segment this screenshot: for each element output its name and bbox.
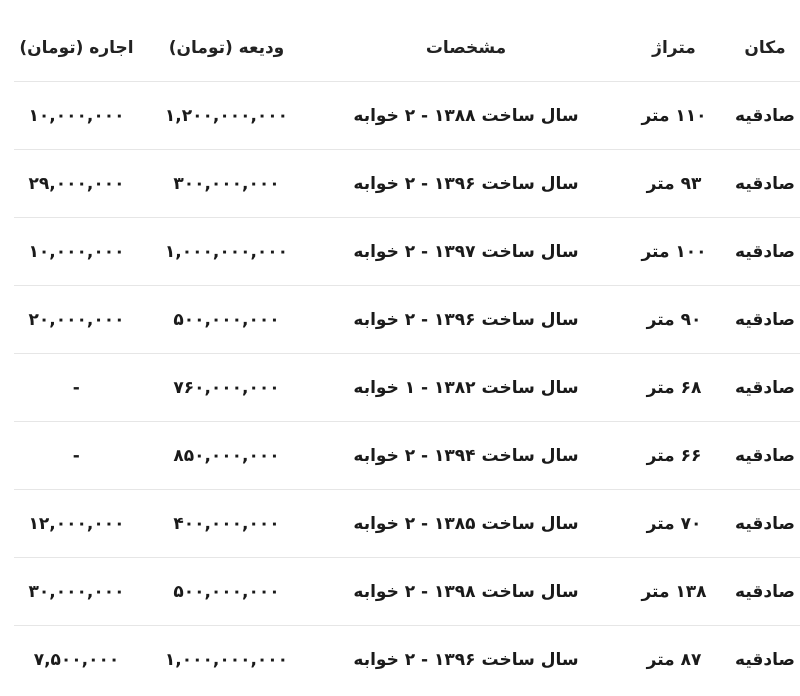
- table-row: [14, 82, 800, 150]
- cell-location: صادقیه: [735, 445, 795, 466]
- table-row: [14, 150, 800, 218]
- cell-area: ۶۶ متر: [646, 445, 702, 466]
- cell-deposit: ۴۰۰,۰۰۰,۰۰۰: [173, 513, 280, 534]
- cell-location: صادقیه: [735, 377, 795, 398]
- cell-area: ۱۱۰ متر: [641, 105, 707, 126]
- cell-specs: سال ساخت ۱۳۹۴ - ۲ خوابه: [353, 445, 579, 466]
- table-row: [14, 558, 800, 626]
- cell-location: صادقیه: [735, 241, 795, 262]
- table-row: [14, 626, 800, 694]
- cell-specs: سال ساخت ۱۳۸۸ - ۲ خوابه: [353, 105, 579, 126]
- cell-rent: -: [72, 445, 81, 466]
- header-specs: مشخصات: [425, 37, 507, 58]
- cell-location: صادقیه: [735, 309, 795, 330]
- cell-location: صادقیه: [735, 513, 795, 534]
- cell-deposit: ۱,۰۰۰,۰۰۰,۰۰۰: [164, 241, 289, 262]
- cell-specs: سال ساخت ۱۳۹۶ - ۲ خوابه: [353, 649, 579, 670]
- cell-deposit: ۳۰۰,۰۰۰,۰۰۰: [173, 173, 280, 194]
- cell-area: ۹۰ متر: [646, 309, 702, 330]
- header-row: [14, 14, 800, 82]
- cell-location: صادقیه: [735, 105, 795, 126]
- cell-area: ۸۷ متر: [646, 649, 702, 670]
- cell-deposit: ۵۰۰,۰۰۰,۰۰۰: [173, 581, 280, 602]
- cell-rent: -: [72, 377, 81, 398]
- cell-rent: ۲۰,۰۰۰,۰۰۰: [28, 309, 125, 330]
- cell-specs: سال ساخت ۱۳۸۵ - ۲ خوابه: [353, 513, 579, 534]
- cell-deposit: ۱,۰۰۰,۰۰۰,۰۰۰: [164, 649, 289, 670]
- header-location: مکان: [744, 37, 786, 58]
- cell-deposit: ۷۶۰,۰۰۰,۰۰۰: [173, 377, 280, 398]
- header-area: متراژ: [652, 37, 696, 58]
- cell-rent: ۱۲,۰۰۰,۰۰۰: [28, 513, 125, 534]
- cell-area: ۱۰۰ متر: [641, 241, 707, 262]
- cell-area: ۶۸ متر: [646, 377, 702, 398]
- cell-specs: سال ساخت ۱۳۹۷ - ۲ خوابه: [353, 241, 579, 262]
- table-row: [14, 286, 800, 354]
- cell-area: ۱۳۸ متر: [641, 581, 707, 602]
- header-rent: اجاره (تومان): [19, 37, 134, 58]
- cell-specs: سال ساخت ۱۳۹۸ - ۲ خوابه: [353, 581, 579, 602]
- table-row: [14, 422, 800, 490]
- cell-rent: ۷,۵۰۰,۰۰۰: [33, 649, 120, 670]
- cell-location: صادقیه: [735, 581, 795, 602]
- cell-deposit: ۸۵۰,۰۰۰,۰۰۰: [173, 445, 280, 466]
- table-body: [14, 82, 800, 694]
- cell-rent: ۱۰,۰۰۰,۰۰۰: [28, 241, 125, 262]
- cell-specs: سال ساخت ۱۳۸۲ - ۱ خوابه: [353, 377, 579, 398]
- cell-specs: سال ساخت ۱۳۹۶ - ۲ خوابه: [353, 173, 579, 194]
- cell-deposit: ۵۰۰,۰۰۰,۰۰۰: [173, 309, 280, 330]
- cell-deposit: ۱,۲۰۰,۰۰۰,۰۰۰: [164, 105, 289, 126]
- cell-rent: ۱۰,۰۰۰,۰۰۰: [28, 105, 125, 126]
- header-deposit: ودیعه (تومان): [168, 37, 285, 58]
- rental-listings-table: [14, 14, 800, 693]
- cell-rent: ۳۰,۰۰۰,۰۰۰: [28, 581, 125, 602]
- table-row: [14, 490, 800, 558]
- table-row: [14, 354, 800, 422]
- cell-rent: ۲۹,۰۰۰,۰۰۰: [28, 173, 125, 194]
- cell-area: ۷۰ متر: [646, 513, 702, 534]
- cell-location: صادقیه: [735, 649, 795, 670]
- cell-location: صادقیه: [735, 173, 795, 194]
- cell-specs: سال ساخت ۱۳۹۶ - ۲ خوابه: [353, 309, 579, 330]
- table-row: [14, 218, 800, 286]
- table-header: [14, 14, 800, 82]
- cell-area: ۹۳ متر: [646, 173, 702, 194]
